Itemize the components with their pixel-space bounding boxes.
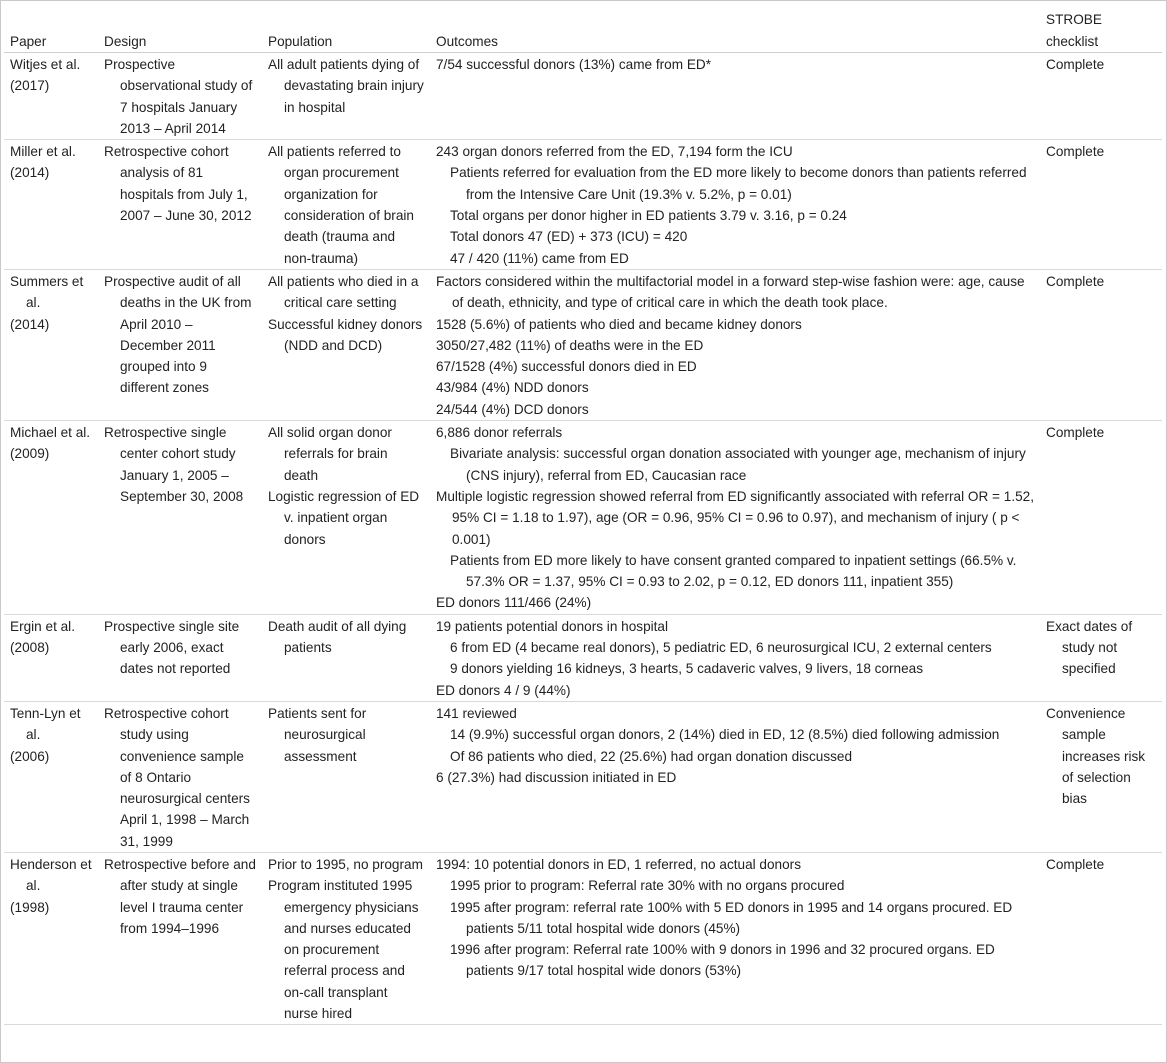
population-text: All patients referred to organ procurement organization for consideration of brain death (trauma and non-trauma) xyxy=(268,144,414,266)
cell-paper xyxy=(4,421,98,615)
cell-paper xyxy=(4,53,98,140)
paper-citation-line: Witjes et al. xyxy=(10,57,81,72)
table-body xyxy=(4,53,1162,1025)
cell-design xyxy=(98,53,262,140)
outcome-line: 1528 (5.6%) of patients who died and became kidney donors xyxy=(436,316,802,332)
cell-outcomes xyxy=(430,53,1040,140)
population-text: Program instituted 1995 emergency physicians and nurses educated on procurement referral process and on-call transplant nurse hired xyxy=(268,878,419,1022)
cell-design xyxy=(98,852,262,1024)
cell-population xyxy=(262,53,430,140)
population-text: All adult patients dying of devastating brain injury in hospital xyxy=(268,57,424,115)
outcome-line: 243 organ donors referred from the ED, 7,194 form the ICU xyxy=(436,144,793,160)
cell-strobe xyxy=(1040,852,1162,1024)
cell-design xyxy=(98,614,262,701)
outcome-line: 6 from ED (4 became real donors), 5 pediatric ED, 6 neurosurgical ICU, 2 external centers xyxy=(450,640,992,656)
paper-citation-line: Michael et al. xyxy=(10,425,91,441)
cell-design xyxy=(98,269,262,420)
outcome-line: ED donors 4 / 9 (44%) xyxy=(436,682,571,698)
paper-citation-line: (2006) xyxy=(10,748,50,764)
outcome-line: 1994: 10 potential donors in ED, 1 referred, no actual donors xyxy=(436,856,802,872)
cell-population xyxy=(262,421,430,615)
outcome-line: 47 / 420 (11%) came from ED xyxy=(450,250,629,266)
cell-population xyxy=(262,701,430,852)
header-strobe xyxy=(1040,2,1162,53)
table-row xyxy=(4,269,1162,420)
paper-citation-line: (2009) xyxy=(10,446,50,462)
strobe-text: Complete xyxy=(1046,856,1105,872)
outcome-line: Patients from ED more likely to have consent granted compared to inpatient settings (66.5% v. 57.3% OR = 1.37, 95% CI = 0.93 to 2.02, p = 0.12, ED donors 111, inpatient 355) xyxy=(450,552,1017,590)
cell-strobe xyxy=(1040,140,1162,270)
cell-design xyxy=(98,421,262,615)
design-text: Prospective audit of all deaths in the UK from April 2010 – December 2011 grouped into 9 different zones xyxy=(104,273,252,396)
cell-design xyxy=(98,140,262,270)
design-text: Prospective observational study of 7 hospitals January 2013 – April 2014 xyxy=(104,57,253,136)
outcome-line: 19 patients potential donors in hospital xyxy=(436,618,669,634)
table-row xyxy=(4,421,1162,615)
cell-population xyxy=(262,852,430,1024)
design-text: Prospective single site early 2006, exact dates not reported xyxy=(104,618,240,677)
cell-outcomes xyxy=(430,701,1040,852)
paper-citation-line: (2008) xyxy=(10,640,50,656)
design-text: Retrospective cohort analysis of 81 hospitals from July 1, 2007 – June 30, 2012 xyxy=(104,144,252,224)
header-strobe-line2: checklist xyxy=(1046,33,1099,49)
population-text: Patients sent for neurosurgical assessment xyxy=(268,705,367,764)
cell-outcomes xyxy=(430,614,1040,701)
outcome-line: Multiple logistic regression showed referral from ED significantly associated with referral OR = 1.52, 95% CI = 1.18 to 1.97), age (OR = 0.96, 95% CI = 0.96 to 0.97), and mechanism of injury ( p < 0.001) xyxy=(436,488,1034,547)
cell-strobe xyxy=(1040,701,1162,852)
outcome-line: 6,886 donor referrals xyxy=(436,425,563,441)
outcome-line: Total organs per donor higher in ED patients 3.79 v. 3.16, p = 0.24 xyxy=(450,208,847,224)
outcome-line: ED donors 111/466 (24%) xyxy=(436,595,592,611)
table-row xyxy=(4,614,1162,701)
design-text: Retrospective cohort study using convenience sample of 8 Ontario neurosurgical centers April 1, 1998 – March 31, 1999 xyxy=(104,705,250,849)
cell-paper xyxy=(4,852,98,1024)
strobe-text: Complete xyxy=(1046,57,1105,72)
cell-paper xyxy=(4,701,98,852)
paper-citation-line: Tenn-Lyn et al. xyxy=(10,705,81,743)
cell-paper xyxy=(4,140,98,270)
population-text: Death audit of all dying patients xyxy=(268,618,407,656)
cell-paper xyxy=(4,269,98,420)
table-row xyxy=(4,701,1162,852)
design-text: Retrospective single center cohort study January 1, 2005 – September 30, 2008 xyxy=(104,425,244,504)
cell-population xyxy=(262,269,430,420)
strobe-text: Complete xyxy=(1046,425,1105,441)
outcome-line: Bivariate analysis: successful organ donation associated with younger age, mechanism of injury (CNS injury), referral from ED, Caucasian race xyxy=(450,446,1026,483)
outcome-line: 1995 prior to program: Referral rate 30% with no organs procured xyxy=(450,878,845,894)
paper-citation-line: (2017) xyxy=(10,78,50,94)
cell-strobe xyxy=(1040,421,1162,615)
outcome-line: 14 (9.9%) successful organ donors, 2 (14%) died in ED, 12 (8.5%) died following admission xyxy=(450,727,1000,743)
outcome-line: 43/984 (4%) NDD donors xyxy=(436,380,589,396)
strobe-text: Exact dates of study not specified xyxy=(1046,618,1133,677)
cell-population xyxy=(262,614,430,701)
outcome-line: 1996 after program: Referral rate 100% with 9 donors in 1996 and 32 procured organs. ED patients 9/17 total hospital wide donors (53%) xyxy=(450,942,995,979)
cell-outcomes xyxy=(430,852,1040,1024)
header-paper: Paper xyxy=(10,33,47,49)
table-row xyxy=(4,140,1162,270)
population-text: Prior to 1995, no program xyxy=(268,856,423,872)
cell-population xyxy=(262,140,430,270)
cell-paper xyxy=(4,614,98,701)
header-population: Population xyxy=(268,33,333,49)
outcome-line: 7/54 successful donors (13%) came from ED* xyxy=(436,57,712,72)
outcome-line: 6 (27.3%) had discussion initiated in ED xyxy=(436,769,677,785)
strobe-text: Complete xyxy=(1046,144,1105,160)
table-row xyxy=(4,53,1162,140)
studies-table xyxy=(4,2,1162,1025)
paper-citation-line: Ergin et al. xyxy=(10,618,75,634)
population-text: Successful kidney donors (NDD and DCD) xyxy=(268,316,423,353)
strobe-text: Complete xyxy=(1046,273,1105,289)
design-text: Retrospective before and after study at single level I trauma center from 1994–1996 xyxy=(104,856,256,936)
cell-outcomes xyxy=(430,421,1040,615)
outcome-line: 67/1528 (4%) successful donors died in ED xyxy=(436,359,697,375)
population-text: All patients who died in a critical care setting xyxy=(268,273,419,311)
population-text: All solid organ donor referrals for brain death xyxy=(268,425,392,483)
header-strobe-line1: STROBE xyxy=(1046,12,1102,28)
outcome-line: Total donors 47 (ED) + 373 (ICU) = 420 xyxy=(450,229,688,245)
cell-design xyxy=(98,701,262,852)
outcome-line: 141 reviewed xyxy=(436,705,517,721)
cell-strobe xyxy=(1040,614,1162,701)
population-text: Logistic regression of ED v. inpatient organ donors xyxy=(268,488,420,547)
paper-citation-line: (2014) xyxy=(10,316,50,332)
header-outcomes: Outcomes xyxy=(436,33,498,49)
cell-strobe xyxy=(1040,53,1162,140)
table-header xyxy=(4,2,1162,53)
paper-citation-line: Miller et al. xyxy=(10,144,76,160)
outcome-line: 24/544 (4%) DCD donors xyxy=(436,401,589,417)
table-row xyxy=(4,852,1162,1024)
outcome-line: 9 donors yielding 16 kidneys, 3 hearts, 5 cadaveric valves, 9 livers, 18 corneas xyxy=(450,661,924,677)
outcome-line: 3050/27,482 (11%) of deaths were in the ED xyxy=(436,337,704,353)
paper-citation-line: Summers et al. xyxy=(10,273,84,311)
outcome-line: Patients referred for evaluation from the ED more likely to become donors than patients referred from the Intensive Care Unit (19.3% v. 5.2%, p = 0.01) xyxy=(450,165,1027,202)
paper-citation-line: (2014) xyxy=(10,165,50,181)
outcome-line: Factors considered within the multifactorial model in a forward step-wise fashion were: age, cause of death, ethnicity, and type of critical care in which the death took place. xyxy=(436,273,1025,311)
cell-strobe xyxy=(1040,269,1162,420)
outcome-line: Of 86 patients who died, 22 (25.6%) had organ donation discussed xyxy=(450,748,853,764)
outcome-line: 1995 after program: referral rate 100% with 5 ED donors in 1995 and 14 organs procured. ED patients 5/11 total hospital wide donors (45%) xyxy=(450,899,1013,936)
paper-citation-line: Henderson et al. xyxy=(10,856,92,894)
strobe-text: Convenience sample increases risk of selection bias xyxy=(1046,705,1146,807)
cell-outcomes xyxy=(430,269,1040,420)
cell-outcomes xyxy=(430,140,1040,270)
paper-citation-line: (1998) xyxy=(10,899,50,915)
header-design: Design xyxy=(104,33,147,49)
